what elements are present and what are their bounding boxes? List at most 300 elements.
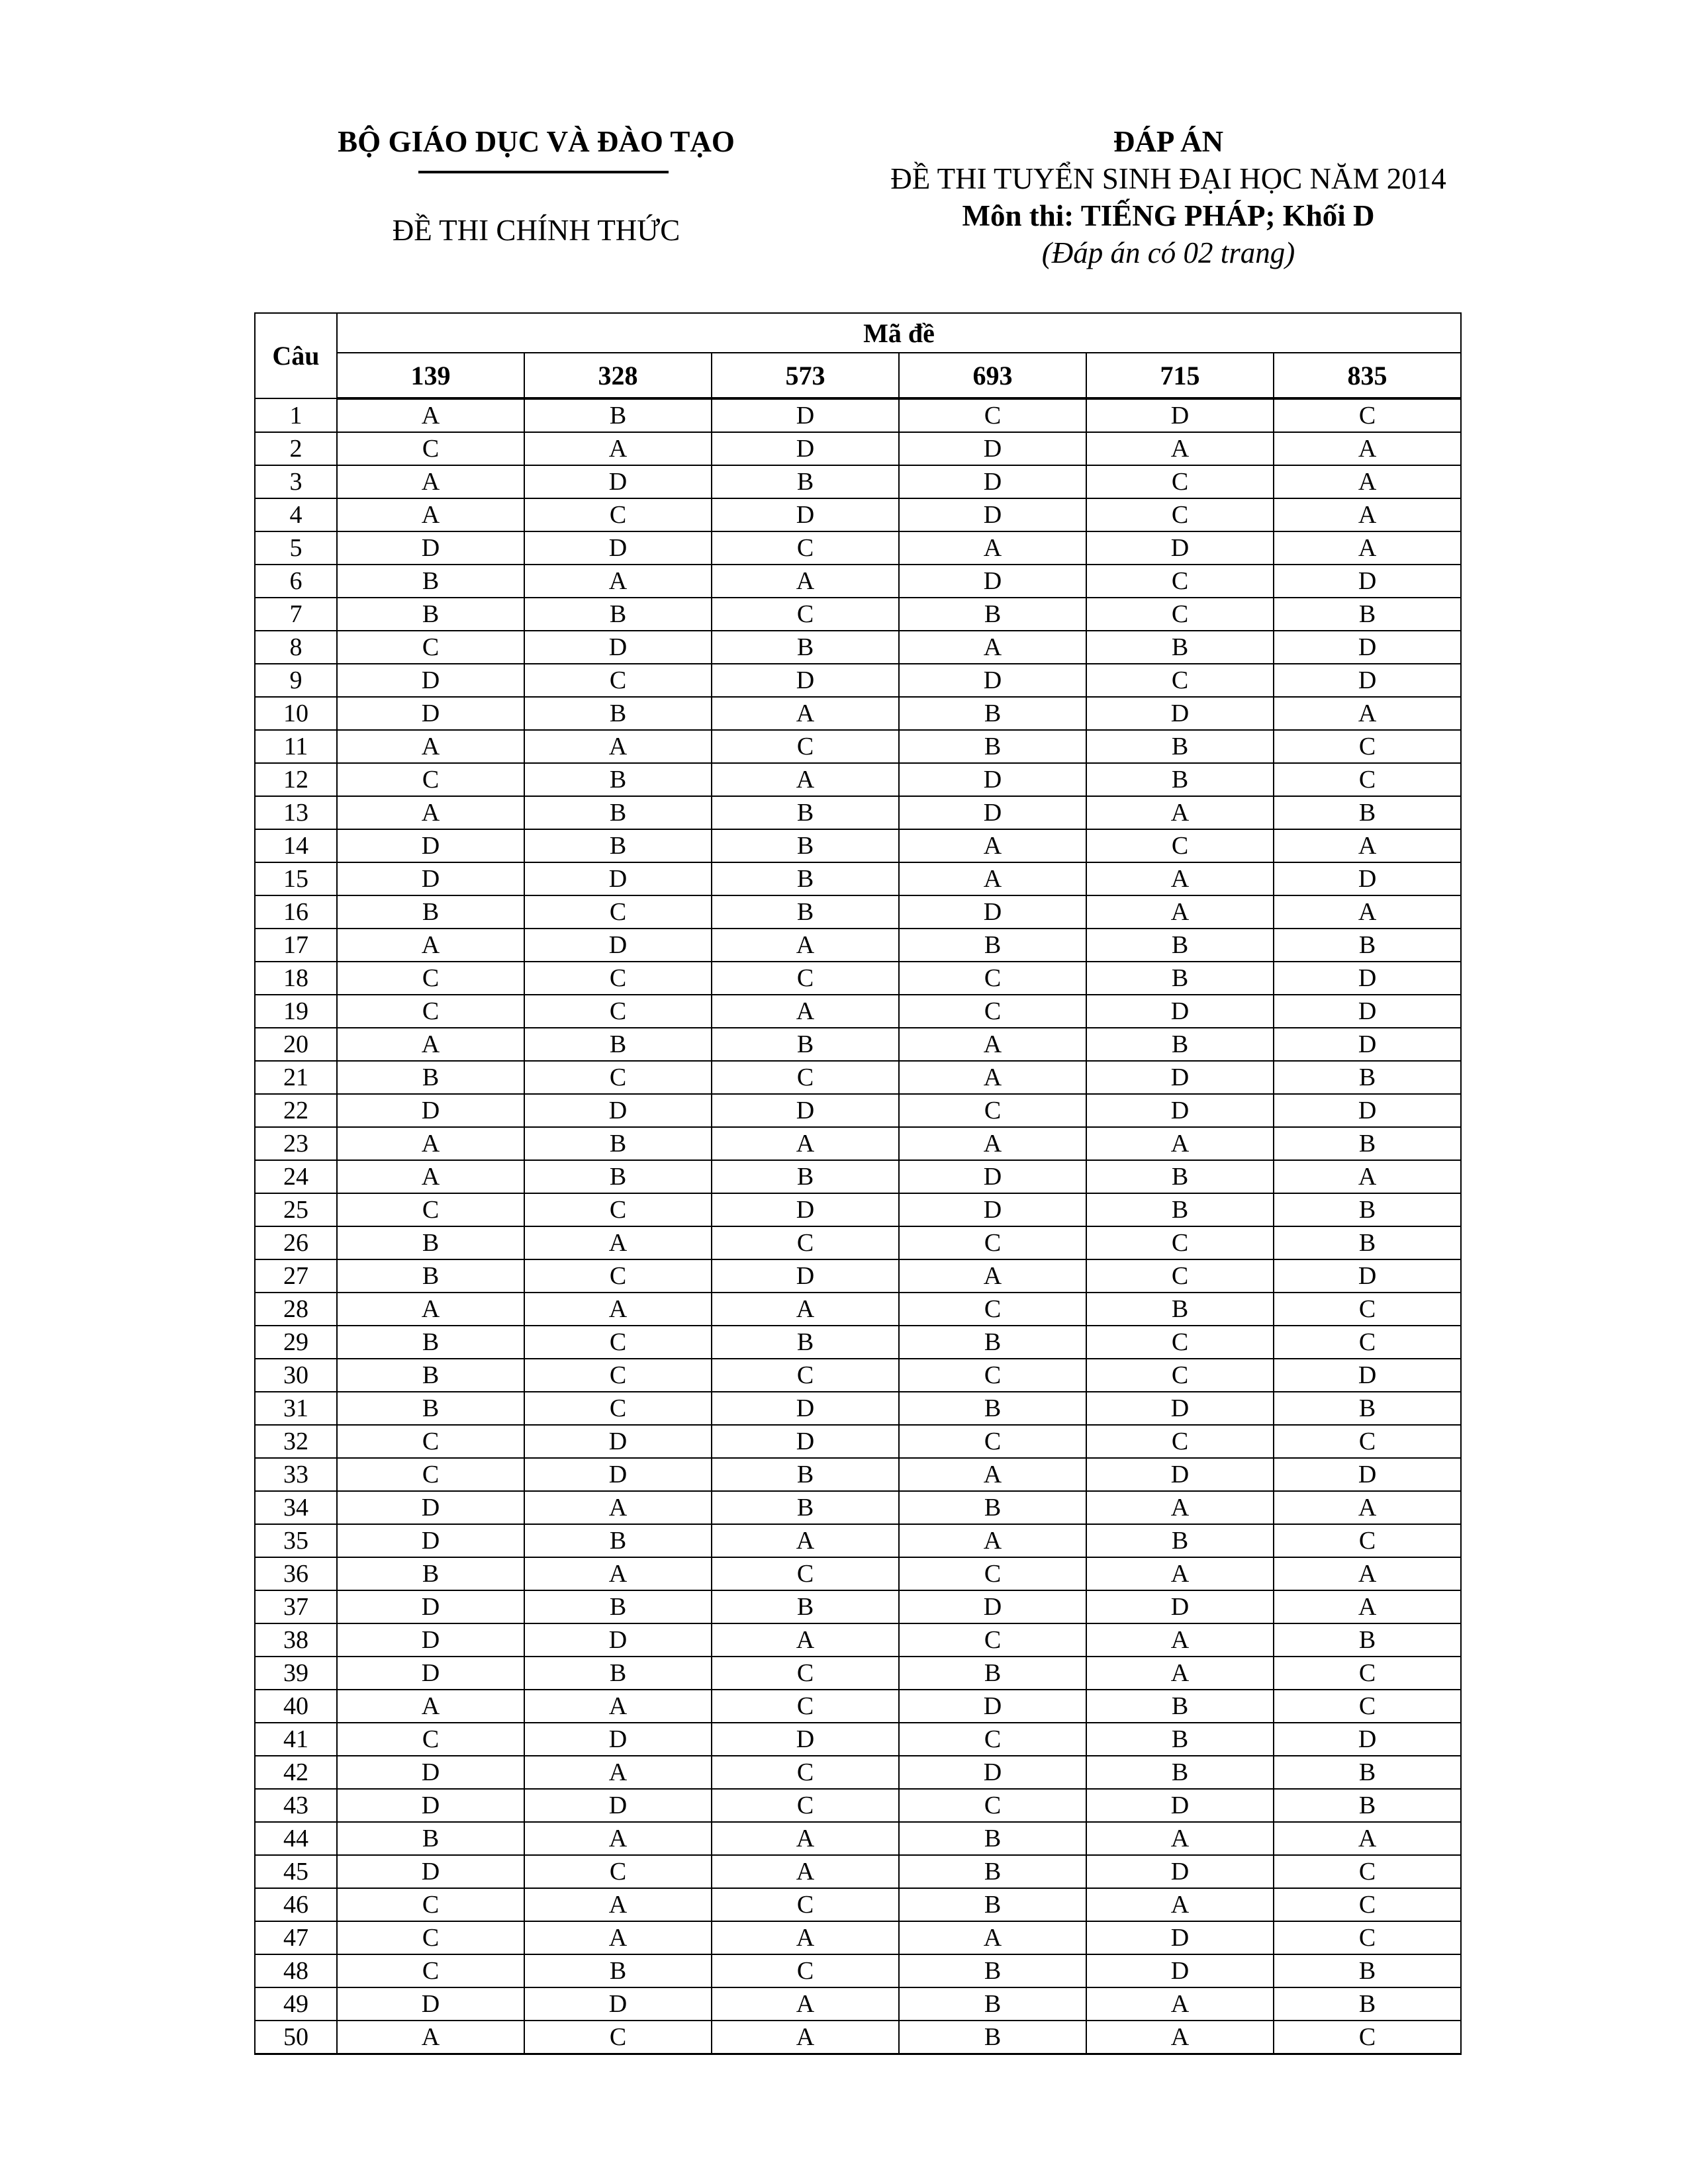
answer-cell: D [712,1723,899,1756]
answer-cell: D [524,1623,712,1657]
answer-cell: D [899,1193,1086,1226]
answer-cell: B [899,697,1086,730]
answer-cell: A [524,1822,712,1855]
answer-cell: B [337,1259,524,1293]
answer-cell: C [524,895,712,929]
answer-cell: D [712,664,899,697]
answer-cell: C [1086,598,1274,631]
answer-cell: D [337,1524,524,1557]
answer-cell: B [712,631,899,664]
table-row [255,1954,1461,1987]
exam-code-header-cell: 835 [1274,353,1461,398]
answer-cell: A [712,565,899,598]
answer-cell: D [1086,531,1274,565]
ministry-name: BỘ GIÁO DỤC VÀ ĐÀO TẠO [338,125,735,158]
answer-cell: D [524,1723,712,1756]
answer-cell: B [712,796,899,829]
answer-cell: C [524,1392,712,1425]
answer-cell: B [899,598,1086,631]
answer-cell: C [524,962,712,995]
table-row [255,1855,1461,1888]
answer-cell: B [1086,1193,1274,1226]
question-number-cell: 7 [255,598,337,631]
table-row [255,1756,1461,1789]
answer-cell: C [1086,1326,1274,1359]
answer-cell: D [1274,995,1461,1028]
answer-cell: D [712,1392,899,1425]
answer-cell: A [1086,432,1274,465]
table-row [255,498,1461,531]
table-row [255,465,1461,498]
answer-cell: A [712,995,899,1028]
answer-cell: D [1274,1359,1461,1392]
answer-cell: A [712,1623,899,1657]
answer-cell: B [1086,763,1274,796]
answer-cell: B [899,1491,1086,1524]
answer-cell: B [1274,1392,1461,1425]
answer-cell: D [712,1259,899,1293]
answer-cell: D [1274,862,1461,895]
question-number-cell: 27 [255,1259,337,1293]
answer-cell: D [899,498,1086,531]
answer-cell: D [1274,631,1461,664]
question-number-cell: 43 [255,1789,337,1822]
table-row [255,1822,1461,1855]
question-number-cell: 47 [255,1921,337,1954]
answer-cell: A [899,829,1086,862]
question-number-cell: 33 [255,1458,337,1491]
answer-cell: C [524,1061,712,1094]
answer-cell: C [337,995,524,1028]
answer-cell: C [899,1789,1086,1822]
answer-cell: B [712,862,899,895]
question-number-cell: 46 [255,1888,337,1921]
answer-cell: A [712,1524,899,1557]
table-row [255,531,1461,565]
answer-cell: C [1274,1425,1461,1458]
answer-cell: C [899,1557,1086,1590]
answer-cell: D [899,1756,1086,1789]
table-row [255,2021,1461,2054]
question-column-header: Câu [255,313,337,398]
table-row [255,1987,1461,2021]
answer-cell: A [337,1160,524,1193]
table-row [255,995,1461,1028]
answer-cell: C [1086,1359,1274,1392]
table-row [255,598,1461,631]
answer-cell: D [337,1756,524,1789]
answer-cell: A [1274,432,1461,465]
answer-cell: D [524,531,712,565]
answer-cell: A [524,1888,712,1921]
answer-cell: B [1086,1723,1274,1756]
answer-cell: A [1086,1557,1274,1590]
answer-cell: B [1274,1193,1461,1226]
answer-cell: B [1274,1061,1461,1094]
answer-cell: D [899,763,1086,796]
answer-cell: A [337,2021,524,2054]
question-number-cell: 19 [255,995,337,1028]
table-row [255,697,1461,730]
answer-cell: A [1086,1623,1274,1657]
answer-cell: C [1086,1226,1274,1259]
answer-cell: D [899,565,1086,598]
answer-cell: B [1274,598,1461,631]
answer-cell: C [899,398,1086,432]
answer-cell: A [1274,895,1461,929]
answer-cell: A [337,465,524,498]
answer-cell: D [1086,1094,1274,1127]
answer-cell: B [524,598,712,631]
table-row [255,1723,1461,1756]
answer-cell: C [337,1954,524,1987]
question-number-cell: 22 [255,1094,337,1127]
question-number-cell: 32 [255,1425,337,1458]
answer-cell: D [712,398,899,432]
answer-cell: A [1274,697,1461,730]
answer-cell: C [524,1259,712,1293]
question-number-cell: 20 [255,1028,337,1061]
table-row [255,1789,1461,1822]
answer-cell: B [524,1028,712,1061]
answer-cell: A [337,796,524,829]
question-number-cell: 3 [255,465,337,498]
answer-cell: B [1274,1789,1461,1822]
answer-cell: C [524,1193,712,1226]
answer-cell: B [1274,1954,1461,1987]
answer-cell: A [1274,1590,1461,1623]
answer-cell: D [1274,1723,1461,1756]
answer-cell: D [712,1193,899,1226]
header-underline [418,171,669,173]
question-number-cell: 44 [255,1822,337,1855]
answer-cell: C [1274,1293,1461,1326]
answer-cell: A [337,730,524,763]
answer-cell: A [712,2021,899,2054]
answer-cell: D [899,1690,1086,1723]
answer-cell: B [899,1392,1086,1425]
answer-cell: B [337,1392,524,1425]
question-number-cell: 45 [255,1855,337,1888]
answer-cell: B [899,1326,1086,1359]
question-number-cell: 37 [255,1590,337,1623]
answer-cell: C [712,1359,899,1392]
answer-cell: C [899,995,1086,1028]
answer-cell: C [899,1359,1086,1392]
answer-cell: B [337,1326,524,1359]
answer-cell: C [712,1557,899,1590]
answer-cell: A [712,929,899,962]
answer-cell: A [524,1226,712,1259]
answer-cell: D [1086,1921,1274,1954]
answer-cell: D [337,862,524,895]
answer-cell: A [1086,1491,1274,1524]
table-row [255,1623,1461,1657]
answer-cell: B [337,1557,524,1590]
answer-cell: C [337,631,524,664]
answer-cell: C [1274,1855,1461,1888]
question-number-cell: 35 [255,1524,337,1557]
answer-cell: D [524,862,712,895]
answer-cell: B [337,598,524,631]
answer-cell: D [712,1094,899,1127]
answer-cell: B [1274,1623,1461,1657]
answer-cell: A [712,1987,899,2021]
answer-cell: B [1274,1987,1461,2021]
question-number-cell: 23 [255,1127,337,1160]
answer-cell: C [524,664,712,697]
table-row [255,432,1461,465]
answer-cell: D [1274,1028,1461,1061]
answer-cell: A [1274,498,1461,531]
answer-cell: C [899,962,1086,995]
answer-cell: D [524,1094,712,1127]
answer-cell: C [1274,1657,1461,1690]
question-number-cell: 34 [255,1491,337,1524]
answer-cell: C [337,1193,524,1226]
answer-cell: C [712,1657,899,1690]
answer-cell: A [524,1690,712,1723]
answer-cell: D [1274,664,1461,697]
answer-cell: C [712,1690,899,1723]
answer-cell: D [899,465,1086,498]
answer-cell: A [337,1690,524,1723]
answer-cell: D [524,631,712,664]
answer-cell: C [524,498,712,531]
answer-cell: C [337,763,524,796]
table-row [255,1359,1461,1392]
table-row [255,862,1461,895]
answer-cell: C [899,1226,1086,1259]
answer-cell: C [524,1326,712,1359]
answer-cell: A [899,1921,1086,1954]
answer-cell: C [1086,465,1274,498]
answer-cell: B [337,895,524,929]
answer-cell: A [899,1458,1086,1491]
answer-cell: D [899,1590,1086,1623]
question-number-cell: 41 [255,1723,337,1756]
question-number-cell: 17 [255,929,337,962]
answer-cell: C [524,995,712,1028]
table-row [255,1127,1461,1160]
answer-cell: B [1086,1524,1274,1557]
table-row [255,1491,1461,1524]
question-number-cell: 48 [255,1954,337,1987]
answer-cell: A [1274,1491,1461,1524]
answer-cell: A [1086,1888,1274,1921]
answer-cell: C [712,1888,899,1921]
answer-cell: C [1274,1888,1461,1921]
answer-cell: D [1086,697,1274,730]
table-row [255,962,1461,995]
question-number-cell: 6 [255,565,337,598]
question-number-cell: 5 [255,531,337,565]
answer-cell: A [524,730,712,763]
answer-cell: A [337,498,524,531]
answer-cell: B [524,398,712,432]
answer-cell: A [337,929,524,962]
answer-cell: A [1274,1557,1461,1590]
answer-cell: C [1274,398,1461,432]
answer-cell: A [524,1921,712,1954]
question-number-cell: 25 [255,1193,337,1226]
answer-cell: D [899,796,1086,829]
answer-cell: A [899,1524,1086,1557]
answer-cell: A [712,1822,899,1855]
answer-cell: D [1086,1855,1274,1888]
question-number-cell: 38 [255,1623,337,1657]
answer-cell: B [524,1127,712,1160]
exam-code-header: Mã đề [337,313,1461,353]
table-row [255,1690,1461,1723]
question-number-cell: 42 [255,1756,337,1789]
answer-cell: D [1086,995,1274,1028]
answer-cell: B [1086,631,1274,664]
table-row [255,1160,1461,1193]
question-number-cell: 49 [255,1987,337,2021]
answer-cell: A [524,432,712,465]
answer-cell: A [712,697,899,730]
answer-cell: C [899,1723,1086,1756]
answer-cell: A [899,531,1086,565]
answer-cell: B [524,1657,712,1690]
question-number-cell: 2 [255,432,337,465]
question-number-cell: 9 [255,664,337,697]
table-row [255,1590,1461,1623]
answer-cell: A [337,398,524,432]
answer-cell: C [1274,1524,1461,1557]
answer-cell: B [337,1822,524,1855]
answer-cell: D [337,1094,524,1127]
answer-cell: B [524,829,712,862]
answer-cell: D [1274,1458,1461,1491]
table-row [255,1094,1461,1127]
answer-cell: A [337,1293,524,1326]
answer-cell: C [1274,2021,1461,2054]
exam-code-header-cell: 715 [1086,353,1274,398]
answer-cell: B [712,895,899,929]
table-row [255,398,1461,432]
question-number-cell: 30 [255,1359,337,1392]
question-number-cell: 16 [255,895,337,929]
answer-cell: C [337,432,524,465]
answer-cell: B [899,1954,1086,1987]
answer-cell: A [524,565,712,598]
answer-cell: D [337,1491,524,1524]
table-row [255,1028,1461,1061]
answer-key-title: ĐÁP ÁN [1113,125,1224,158]
answer-cell: B [524,763,712,796]
answer-cell: B [1086,962,1274,995]
answer-cell: A [1274,531,1461,565]
question-number-cell: 18 [255,962,337,995]
answer-cell: B [712,1028,899,1061]
answer-cell: A [712,1921,899,1954]
answer-cell: D [899,432,1086,465]
answer-cell: B [524,697,712,730]
question-number-cell: 10 [255,697,337,730]
table-row [255,1888,1461,1921]
official-exam-label: ĐỀ THI CHÍNH THỨC [392,214,680,247]
answer-cell: C [337,1458,524,1491]
answer-cell: D [337,829,524,862]
question-number-cell: 31 [255,1392,337,1425]
answer-cell: C [712,1954,899,1987]
answer-cell: C [1086,1425,1274,1458]
answer-cell: C [1086,565,1274,598]
question-number-cell: 8 [255,631,337,664]
answer-cell: C [337,1723,524,1756]
answer-cell: B [1274,929,1461,962]
answer-cell: D [1086,1590,1274,1623]
answer-cell: B [337,1061,524,1094]
answer-cell: C [899,1623,1086,1657]
answer-cell: A [712,1293,899,1326]
answer-cell: D [712,432,899,465]
answer-cell: C [712,598,899,631]
answer-cell: D [337,664,524,697]
answer-cell: B [337,1226,524,1259]
answer-cell: B [899,1822,1086,1855]
answer-cell: A [337,1028,524,1061]
table-row [255,1557,1461,1590]
answer-cell: A [1274,829,1461,862]
answer-cell: B [899,1888,1086,1921]
answer-cell: B [1274,796,1461,829]
answer-cell: B [899,730,1086,763]
answer-cell: C [899,1293,1086,1326]
answer-cell: B [712,1326,899,1359]
answer-cell: B [524,796,712,829]
answer-cell: D [1086,1458,1274,1491]
answer-cell: B [1086,1690,1274,1723]
table-row [255,1921,1461,1954]
answer-cell: A [899,1127,1086,1160]
answer-cell: D [524,1789,712,1822]
question-number-cell: 39 [255,1657,337,1690]
exam-code-header-cell: 573 [712,353,899,398]
exam-subtitle: ĐỀ THI TUYỂN SINH ĐẠI HỌC NĂM 2014 [890,162,1446,195]
answer-cell: B [1086,730,1274,763]
question-number-cell: 40 [255,1690,337,1723]
table-row [255,1524,1461,1557]
answer-cell: D [337,1789,524,1822]
table-row [255,929,1461,962]
answer-cell: B [524,1590,712,1623]
question-number-cell: 29 [255,1326,337,1359]
answer-cell: D [1086,1789,1274,1822]
question-number-cell: 1 [255,398,337,432]
answer-cell: C [1274,730,1461,763]
answer-cell: B [899,1987,1086,2021]
answer-cell: D [1086,1392,1274,1425]
question-number-cell: 14 [255,829,337,862]
answer-cell: D [1274,1259,1461,1293]
table-row [255,1259,1461,1293]
table-row [255,631,1461,664]
answer-cell: C [712,1226,899,1259]
answer-cell: C [524,1359,712,1392]
table-row [255,1293,1461,1326]
answer-cell: B [899,2021,1086,2054]
answer-cell: C [1086,498,1274,531]
answer-cell: C [1274,1326,1461,1359]
table-row [255,1326,1461,1359]
answer-cell: D [1274,962,1461,995]
answer-cell: B [899,929,1086,962]
answer-cell: C [712,1789,899,1822]
answer-cell: C [1086,1259,1274,1293]
